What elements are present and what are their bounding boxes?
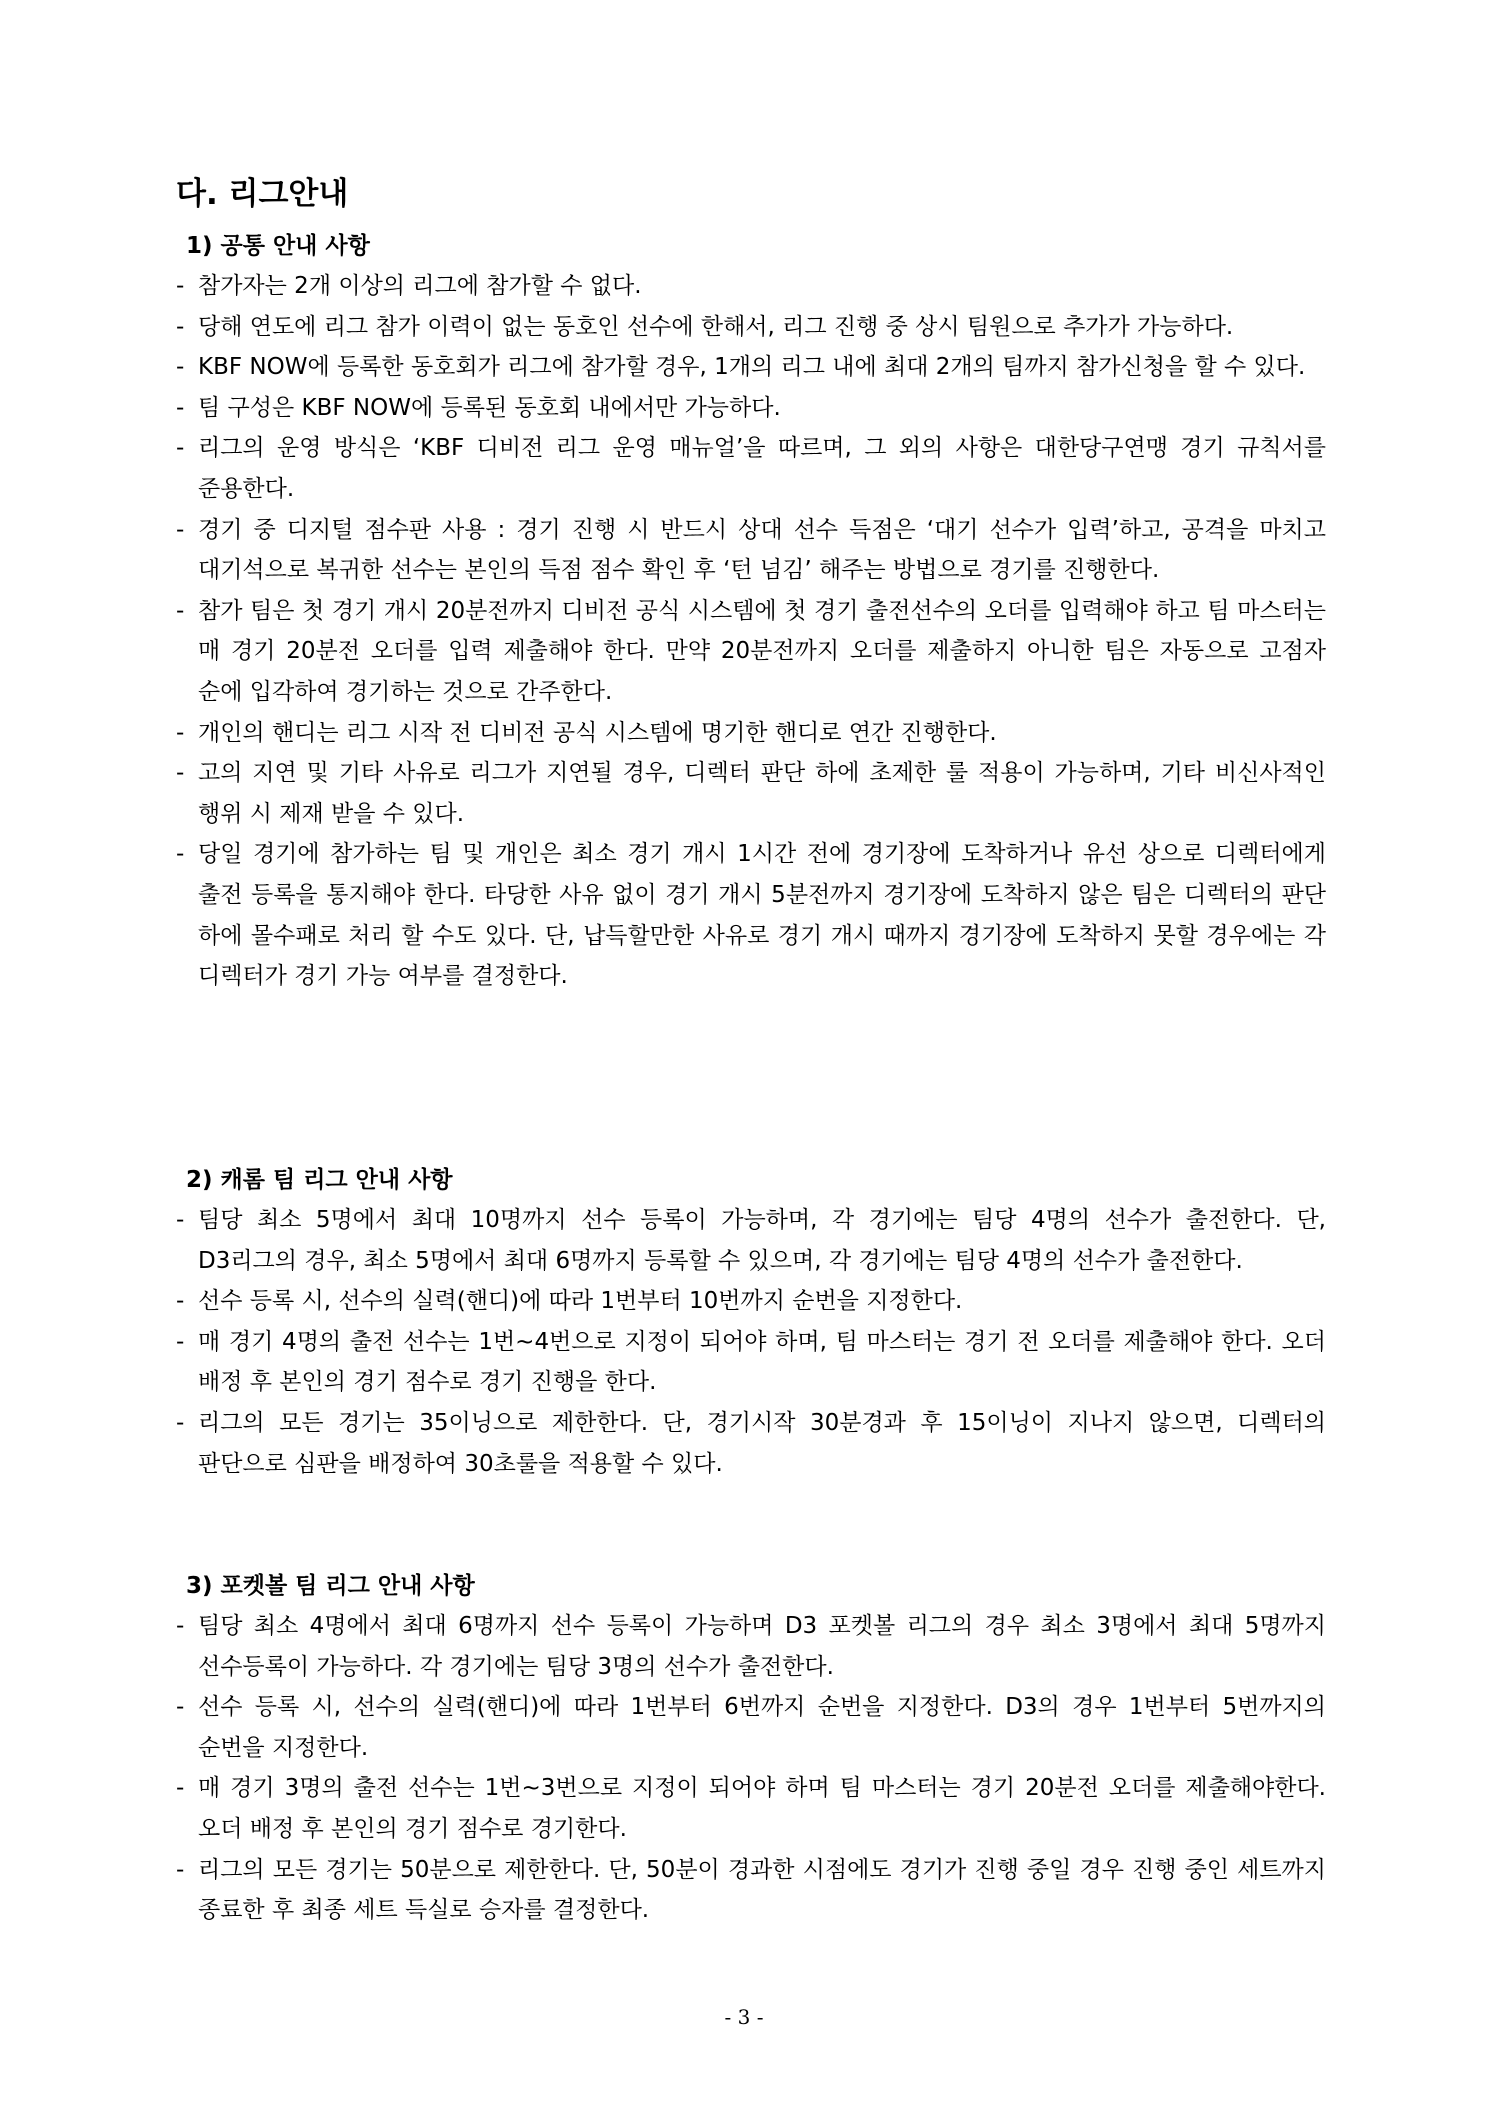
list-item: - 참가자는 2개 이상의 리그에 참가할 수 없다.	[176, 266, 1326, 307]
list-item: - 팀당 최소 5명에서 최대 10명까지 선수 등록이 가능하며, 각 경기에는 팀당 4명의 선수가 출전한다. 단, D3리그의 경우, 최소 5명에서 최대 6명까지 등록할 수 있으며, 각 경기에는 팀당 4명의 선수가 출전한다.	[176, 1200, 1326, 1281]
section-title: 1) 공통 안내 사항	[186, 233, 370, 259]
list-item: - 선수 등록 시, 선수의 실력(핸디)에 따라 1번부터 10번까지 순번을 지정한다.	[176, 1281, 1326, 1322]
page-title: 다. 리그안내	[176, 176, 349, 212]
list-item: - 매 경기 3명의 출전 선수는 1번~3번으로 지정이 되어야 하며 팀 마스터는 경기 20분전 오더를 제출해야한다. 오더 배정 후 본인의 경기 점수로 경기한다.	[176, 1768, 1326, 1849]
item-list	[176, 266, 1326, 997]
section-title: 2) 캐롬 팀 리그 안내 사항	[186, 1167, 453, 1193]
section-carom-team-league	[176, 1160, 1326, 1484]
list-item: - 리그의 모든 경기는 35이닝으로 제한한다. 단, 경기시작 30분경과 후 15이닝이 지나지 않으면, 디렉터의 판단으로 심판을 배정하여 30초룰을 적용할 수 있다.	[176, 1403, 1326, 1484]
list-item: - 경기 중 디지털 점수판 사용 : 경기 진행 시 반드시 상대 선수 득점은 ‘대기 선수가 입력’하고, 공격을 마치고 대기석으로 복귀한 선수는 본인의 득점 점수 확인 후 ‘턴 넘김’ 해주는 방법으로 경기를 진행한다.	[176, 510, 1326, 591]
item-list	[176, 1606, 1326, 1931]
list-item: - 매 경기 4명의 출전 선수는 1번~4번으로 지정이 되어야 하며, 팀 마스터는 경기 전 오더를 제출해야 한다. 오더 배정 후 본인의 경기 점수로 경기 진행을 한다.	[176, 1322, 1326, 1403]
list-item: - 고의 지연 및 기타 사유로 리그가 지연될 경우, 디렉터 판단 하에 초제한 룰 적용이 가능하며, 기타 비신사적인 행위 시 제재 받을 수 있다.	[176, 753, 1326, 834]
section-common-guide	[176, 226, 1326, 997]
list-item: - 팀당 최소 4명에서 최대 6명까지 선수 등록이 가능하며 D3 포켓볼 리그의 경우 최소 3명에서 최대 5명까지 선수등록이 가능하다. 각 경기에는 팀당 3명의 선수가 출전한다.	[176, 1606, 1326, 1687]
item-list	[176, 1200, 1326, 1484]
list-item: - 리그의 운영 방식은 ‘KBF 디비전 리그 운영 매뉴얼’을 따르며, 그 외의 사항은 대한당구연맹 경기 규칙서를 준용한다.	[176, 428, 1326, 509]
list-item: - 당일 경기에 참가하는 팀 및 개인은 최소 경기 개시 1시간 전에 경기장에 도착하거나 유선 상으로 디렉터에게 출전 등록을 통지해야 한다. 타당한 사유 없이 경기 개시 5분전까지 경기장에 도착하지 않은 팀은 디렉터의 판단 하에 몰수패로 처리 할 수도 있다. 단, 납득할만한 사유로 경기 개시 때까지 경기장에 도착하지 못할 경우에는 각 디렉터가 경기 가능 여부를 결정한다.	[176, 834, 1326, 996]
list-item: - 참가 팀은 첫 경기 개시 20분전까지 디비전 공식 시스템에 첫 경기 출전선수의 오더를 입력해야 하고 팀 마스터는 매 경기 20분전 오더를 입력 제출해야 한다. 만약 20분전까지 오더를 제출하지 아니한 팀은 자동으로 고점자 순에 입각하여 경기하는 것으로 간주한다.	[176, 591, 1326, 713]
section-title: 3) 포켓볼 팀 리그 안내 사항	[186, 1573, 475, 1599]
list-item: - 개인의 핸디는 리그 시작 전 디비전 공식 시스템에 명기한 핸디로 연간 진행한다.	[176, 713, 1326, 754]
section-pocketball-team-league	[176, 1566, 1326, 1931]
list-item: - KBF NOW에 등록한 동호회가 리그에 참가할 경우, 1개의 리그 내에 최대 2개의 팀까지 참가신청을 할 수 있다.	[176, 347, 1326, 388]
list-item: - 리그의 모든 경기는 50분으로 제한한다. 단, 50분이 경과한 시점에도 경기가 진행 중일 경우 진행 중인 세트까지 종료한 후 최종 세트 득실로 승자를 결정한다.	[176, 1850, 1326, 1931]
page-number: - 3 -	[724, 2005, 764, 2029]
list-item: - 선수 등록 시, 선수의 실력(핸디)에 따라 1번부터 6번까지 순번을 지정한다. D3의 경우 1번부터 5번까지의 순번을 지정한다.	[176, 1687, 1326, 1768]
list-item: - 팀 구성은 KBF NOW에 등록된 동호회 내에서만 가능하다.	[176, 388, 1326, 429]
list-item: - 당해 연도에 리그 참가 이력이 없는 동호인 선수에 한해서, 리그 진행 중 상시 팀원으로 추가가 가능하다.	[176, 307, 1326, 348]
